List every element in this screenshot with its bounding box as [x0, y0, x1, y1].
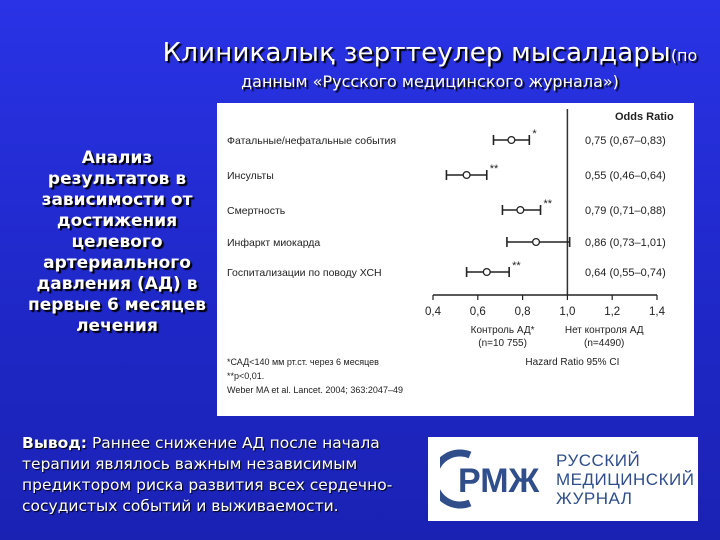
forest-plot-svg — [217, 103, 694, 416]
forest-plot — [217, 103, 694, 416]
significance-mark: * — [532, 128, 537, 140]
slide-title — [150, 38, 710, 91]
left-group-label: Контроль АД* — [470, 325, 535, 336]
or-value: 0,86 (0,73–1,01) — [585, 237, 666, 249]
or-header: Odds Ratio — [615, 111, 674, 123]
rmj-logo-mark — [440, 449, 550, 509]
x-tick-label: 0,4 — [425, 306, 441, 318]
or-value: 0,64 (0,55–0,74) — [585, 267, 666, 279]
row-label: Смертность — [227, 205, 286, 217]
right-group-label: Нет контроля АД — [564, 325, 644, 336]
conclusion — [22, 433, 422, 517]
row-label: Фатальные/нефатальные события — [227, 135, 397, 147]
logo-line-2: МЕДИЦИНСКИЙ — [556, 470, 695, 489]
conclusion-label: Вывод: — [22, 434, 88, 452]
or-value: 0,75 (0,67–0,83) — [585, 135, 666, 147]
right-group-n: (n=4490) — [584, 338, 625, 349]
logo-text — [556, 451, 694, 508]
row-label: Инфаркт миокарда — [227, 237, 321, 249]
left-group-n: (n=10 755) — [478, 338, 527, 349]
or-point — [483, 269, 490, 276]
significance-mark: ** — [489, 163, 499, 175]
or-point — [508, 137, 515, 144]
logo-line-1: РУССКИЙ — [556, 451, 641, 470]
conclusion-text: Раннее снижение АД после начала терапии являлось важным независимым предиктором риска развития всех сердечно-сосудистых событий и выживаемости. — [22, 434, 393, 515]
side-description: Анализ результатов в зависимости от достижения целевого артериального давления (АД) в первые 6 месяцев лечения — [27, 148, 207, 336]
x-tick-label: 1,2 — [604, 306, 621, 318]
x-tick-label: 1,0 — [559, 306, 576, 318]
x-tick-label: 1,4 — [649, 306, 665, 318]
or-point — [463, 172, 470, 179]
footnote: Weber MA et al. Lancet. 2004; 363:2047–49 — [227, 385, 403, 395]
footnote: *САД<140 мм рт.ст. через 6 месяцев — [227, 357, 379, 367]
title-main: Клиникалық зерттеулер мысалдары — [162, 38, 671, 68]
x-tick-label: 0,6 — [469, 306, 486, 318]
x-tick-label: 0,8 — [514, 306, 531, 318]
or-point — [517, 207, 524, 214]
or-value: 0,55 (0,46–0,64) — [585, 170, 666, 182]
significance-mark: ** — [512, 260, 521, 272]
x-axis-label: Hazard Ratio 95% CI — [525, 357, 620, 368]
row-label: Госпитализации по поводу ХСН — [227, 267, 382, 279]
footnote: **p<0,01. — [227, 371, 265, 381]
or-value: 0,79 (0,71–0,88) — [585, 205, 666, 217]
row-label: Инсульты — [227, 170, 274, 182]
title-line2: данным «Русского медицинского журнала») — [241, 72, 619, 91]
significance-mark: ** — [543, 198, 553, 210]
or-point — [533, 239, 540, 246]
logo-line-3: ЖУРНАЛ — [556, 489, 633, 508]
logo-mark-text: РМЖ — [458, 462, 540, 500]
title-open: (по — [670, 46, 698, 65]
rmj-logo — [428, 437, 698, 521]
